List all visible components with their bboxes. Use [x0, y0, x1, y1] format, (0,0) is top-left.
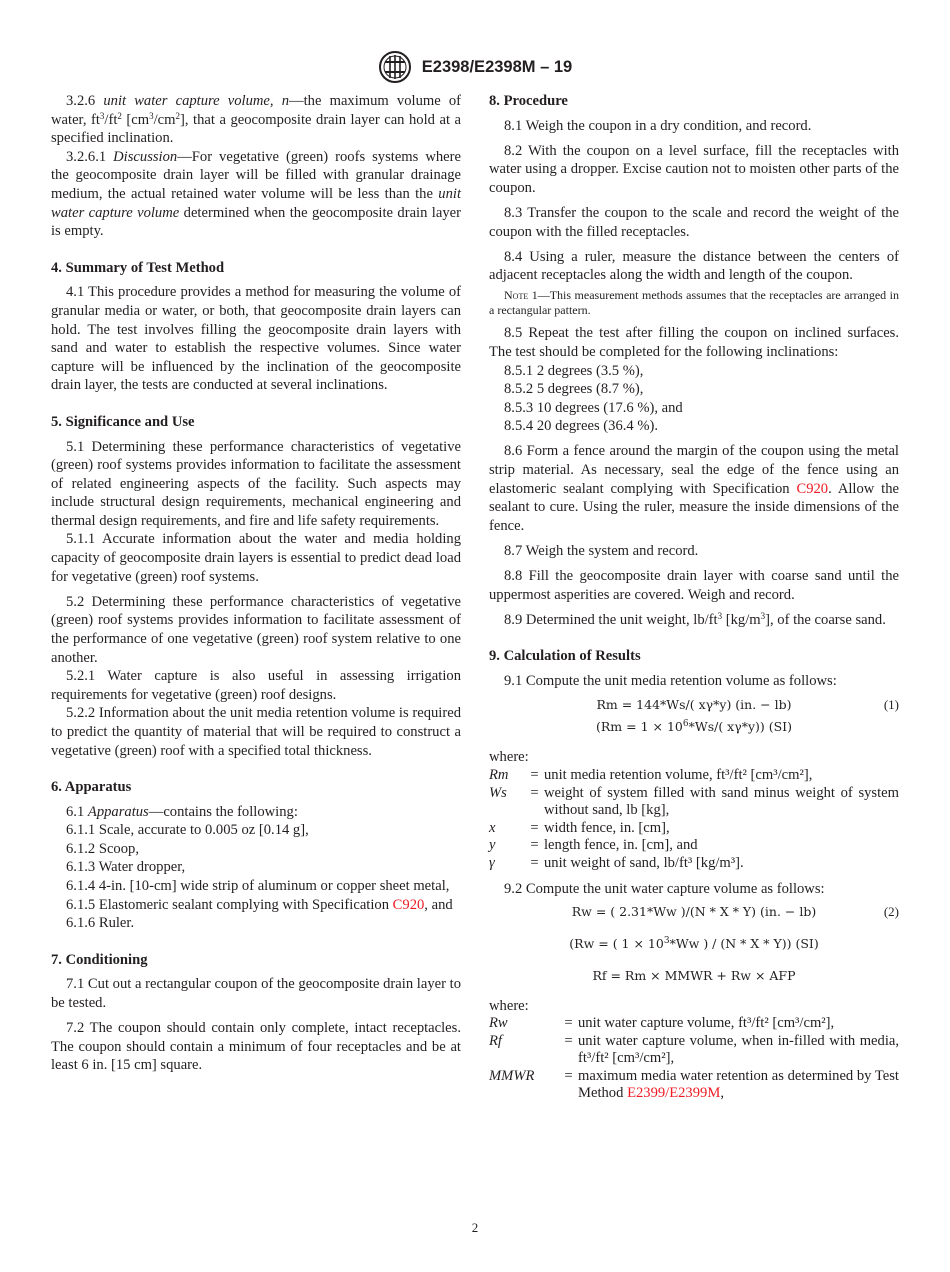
definition-symbol: γ	[489, 854, 495, 871]
definition-symbol: Rm	[489, 767, 509, 784]
definition-text: unit weight of sand, lb/ft³ [kg/m³].	[544, 854, 744, 871]
where-label: where:	[489, 997, 529, 1014]
section-5-1: 5.1 Determining these performance characteristics of vegetative (green) roof systems provides information to facilitate the assessment of related engineering aspects of the facility. Such aspects may include structural design requirements, mechanical engineering and thermal design requirements, and fire and life safety requirements.	[51, 438, 461, 529]
definition-equals: =	[530, 819, 539, 836]
section-6-1-3: 6.1.3 Water dropper,	[66, 859, 186, 876]
equation-number: (2)	[883, 903, 899, 919]
definition-symbol: Rf	[489, 1032, 502, 1049]
section-7-1: 7.1 Cut out a rectangular coupon of the geocomposite drain layer to be tested.	[51, 976, 461, 1012]
definition-symbol: Rw	[489, 1015, 508, 1032]
heading-significance: 5. Significance and Use	[51, 413, 195, 430]
definition-row	[489, 1015, 899, 1033]
section-8-1: 8.1 Weigh the coupon in a dry condition, and record.	[504, 117, 812, 134]
equation-2-si: (Rw = ( $1 \times 10^3*Ww$ ) / (N * X * Y)) (SI)	[569, 935, 819, 951]
page-number: 2	[471, 1220, 479, 1235]
section-5-2-2: 5.2.2 Information about the unit media retention volume is required to predict the quantity of material that will be required to construct a vegetative (green) roof with a specified total thickness.	[51, 705, 461, 759]
section-8-5-4: 8.5.4 20 degrees (36.4 %).	[504, 418, 659, 435]
section-6-1-4: 6.1.4 4-in. [10-cm] wide strip of aluminum or copper sheet metal,	[66, 878, 450, 895]
section-8-8: 8.8 Fill the geocomposite drain layer with coarse sand until the uppermost asperities are covered. Weigh and record.	[489, 567, 899, 603]
equation-1-si: ($Rm = 1 \times 10^6*Ws/$( xγ*y)) (SI)	[596, 719, 792, 735]
definition-row	[489, 1068, 899, 1103]
section-8-5-1: 8.5.1 2 degrees (3.5 %),	[504, 362, 644, 379]
equation-2: Rw = ( 2.31*Ww )/(N * X * Y) (in. − lb) (2)	[489, 901, 899, 923]
section-8-4: 8.4 Using a ruler, measure the distance between the centers of adjacent receptacles along the width and length of the coupon.	[489, 248, 899, 284]
right-column	[489, 92, 899, 1103]
section-5-2: 5.2 Determining these performance characteristics of vegetative (green) roof systems provides information to facilitate assessment of the performance of one vegetative (green) roof system relative to one another.	[51, 593, 461, 666]
equation-3: Rf = Rm × MMWR + Rw × AFP	[592, 967, 796, 983]
section-3-2-6: 3.2.6 unit water capture volume, n—the maximum volume of water, $ft^3/ft^2$ $[cm^3/cm^2]$, that a geocomposite drain layer can hold at a specified inclination.	[51, 93, 461, 147]
definition-text: unit water capture volume, ft³/ft² [cm³/cm²],	[578, 1015, 835, 1032]
section-8-7: 8.7 Weigh the system and record.	[504, 542, 699, 559]
section-8-9: 8.9 Determined the unit weight, $lb/ft^3$ $[kg/m^3]$, of the coarse sand.	[504, 610, 886, 628]
definition-text: maximum media water retention as determined by Test Method E2399/E2399M,	[578, 1067, 899, 1102]
section-6-1-6: 6.1.6 Ruler.	[66, 915, 135, 932]
definition-text: unit media retention volume, ft³/ft² [cm³/cm²],	[544, 767, 813, 784]
section-9-2: 9.2 Compute the unit water capture volume as follows:	[504, 881, 825, 898]
section-8-2: 8.2 With the coupon on a level surface, fill the receptacles with water using a dropper. Excise caution not to moisten other parts of the coupon.	[489, 142, 899, 196]
section-9-1: 9.1 Compute the unit media retention volume as follows:	[504, 672, 837, 689]
definition-symbol: MMWR	[489, 1067, 535, 1084]
c920-link[interactable]: C920	[392, 896, 425, 913]
page-header	[0, 50, 950, 90]
definition-equals: =	[564, 1067, 573, 1084]
section-8-5-3: 8.5.3 10 degrees (17.6 %), and	[504, 399, 683, 416]
section-8-6: 8.6 Form a fence around the margin of the coupon using the metal strip material. As necessary, seal the edge of the fence using an elastomeric sealant complying with Specification C920. Allow the sealant to cure. Using the ruler, measure the inside dimensions of the fence.	[489, 443, 899, 534]
note-1: Note 1—This measurement methods assumes that the receptacles are arranged in a rectangular pattern.	[489, 287, 899, 317]
section-8-5-2: 8.5.2 5 degrees (8.7 %),	[504, 381, 644, 398]
e2399-link[interactable]: E2399/E2399M	[627, 1085, 721, 1102]
definition-row	[489, 837, 899, 855]
section-3-2-6-1: 3.2.6.1 Discussion—For vegetative (green) roofs systems where the geocomposite drain layer will be filled with granular drainage medium, the actual retained water volume will be less than the unit water capture volume determined when the geocomposite drain layer is empty.	[51, 148, 461, 240]
definition-row	[489, 855, 899, 873]
heading-calculation: 9. Calculation of Results	[489, 648, 641, 665]
definition-text: unit water capture volume, when in-filled with media, ft³/ft² [cm³/cm²],	[578, 1032, 899, 1067]
heading-summary: 4. Summary of Test Method	[51, 259, 225, 276]
section-6-1-5: 6.1.5 Elastomeric sealant complying with Specification C920, and	[66, 896, 453, 913]
section-6-1-1: 6.1.1 Scale, accurate to 0.005 oz [0.14 g],	[66, 822, 309, 839]
definition-equals: =	[564, 1015, 573, 1032]
heading-apparatus: 6. Apparatus	[51, 779, 132, 796]
definition-text: weight of system filled with sand minus weight of system without sand, lb [kg],	[544, 784, 899, 819]
standard-designation: E2398/E2398M – 19	[421, 57, 573, 76]
definition-equals: =	[530, 854, 539, 871]
definition-text: length fence, in. [cm], and	[544, 837, 698, 854]
definition-row	[489, 785, 899, 820]
c920-link[interactable]: C920	[796, 480, 829, 497]
section-5-1-1: 5.1.1 Accurate information about the water and media holding capacity of geocomposite drain layers is essential to predict dead load for vegetative (green) roof systems.	[51, 531, 461, 585]
section-8-3: 8.3 Transfer the coupon to the scale and record the weight of the coupon with the filled receptacles.	[489, 204, 899, 240]
section-6-1: 6.1 Apparatus—contains the following:	[66, 803, 298, 820]
left-column	[51, 92, 461, 1075]
equation-number: (1)	[883, 697, 899, 713]
definition-symbol: y	[489, 837, 496, 854]
section-4-1: 4.1 This procedure provides a method for measuring the volume of granular media or water, or both, that geocomposite drain layers can hold. The test involves filling the geocomposite drain layers with sand and water to establish the respective volumes. Since water capture will be influenced by the inclination of the geocomposite drain layer, the tests are conducted at several inclinations.	[51, 284, 461, 394]
section-8-5: 8.5 Repeat the test after filling the coupon on inclined surfaces. The test should be completed for the following inclinations:	[489, 325, 899, 360]
definition-equals: =	[530, 767, 539, 784]
heading-procedure: 8. Procedure	[489, 93, 568, 109]
definition-equals: =	[564, 1032, 573, 1049]
section-7-2: 7.2 The coupon should contain only complete, intact receptacles. The coupon should contain a minimum of four receptacles and be at least 6 in. [15 cm] square.	[51, 1020, 461, 1074]
definition-row	[489, 1033, 899, 1068]
definitions-table-1	[489, 767, 899, 872]
definition-equals: =	[530, 837, 539, 854]
definition-equals: =	[530, 784, 539, 801]
where-label: where:	[489, 749, 529, 766]
astm-logo	[378, 50, 412, 84]
definition-row	[489, 820, 899, 838]
definition-row	[489, 767, 899, 785]
definition-text: width fence, in. [cm],	[544, 819, 670, 836]
definition-symbol: Ws	[489, 784, 507, 801]
heading-conditioning: 7. Conditioning	[51, 951, 148, 968]
equation-1: Rm = 144*Ws/( xγ*y) (in. − lb) (1)	[489, 694, 899, 716]
definitions-table-2	[489, 1015, 899, 1103]
definition-symbol: x	[489, 819, 496, 836]
section-6-1-2: 6.1.2 Scoop,	[66, 840, 139, 857]
section-5-2-1: 5.2.1 Water capture is also useful in assessing irrigation requirements for vegetative (green) roof designs.	[51, 668, 461, 703]
